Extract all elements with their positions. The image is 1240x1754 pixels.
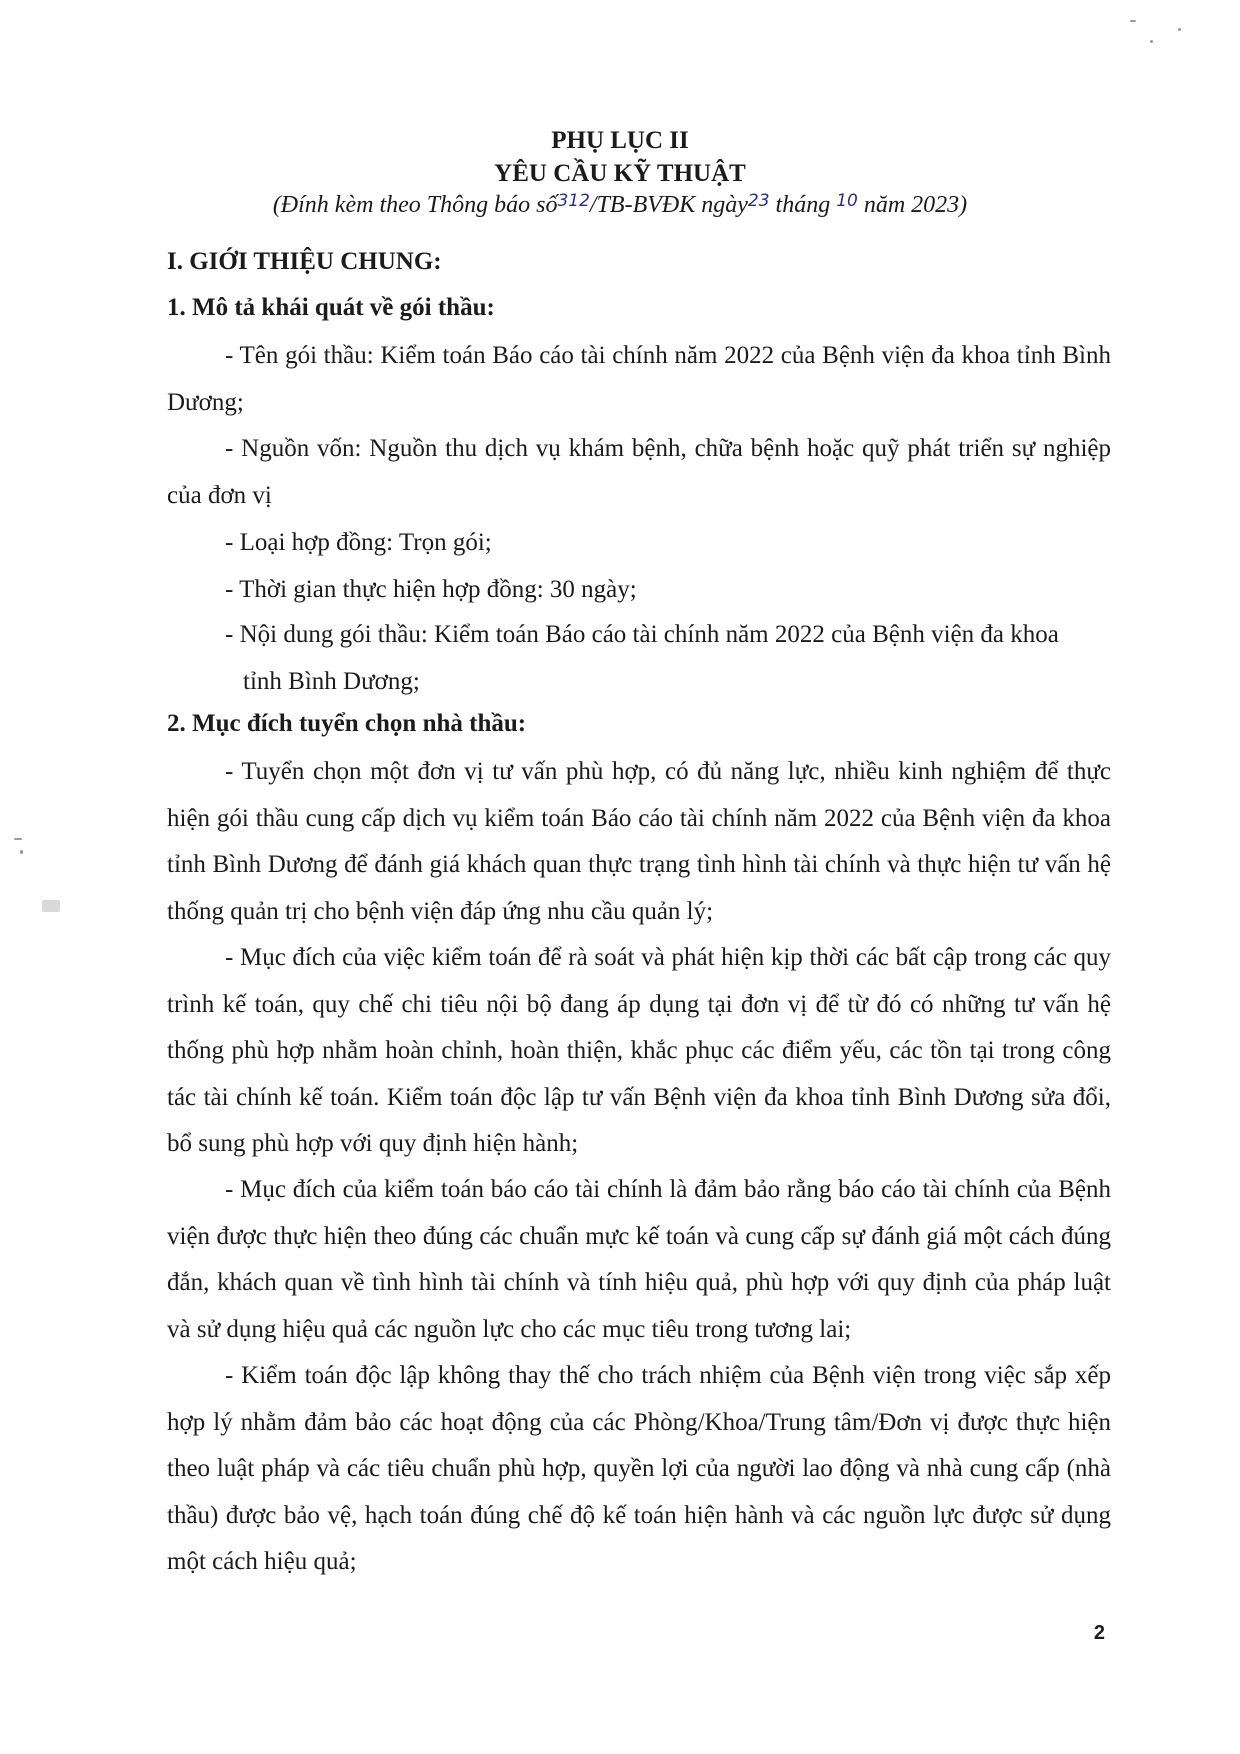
overview-item-package-name: - Tên gói thầu: Kiểm toán Báo cáo tài chính năm 2022 của Bệnh viện đa khoa tỉnh Bình Dương;: [167, 342, 1111, 416]
subsection-heading-purpose: 2. Mục đích tuyển chọn nhà thầu:: [167, 710, 527, 737]
scan-speck: [42, 900, 60, 912]
section-heading-general: I. GIỚI THIỆU CHUNG:: [167, 248, 442, 275]
attachment-mid-2: tháng: [769, 192, 837, 218]
purpose-item-financial-audit: - Mục đích của kiểm toán báo cáo tài chính là đảm bảo rằng báo cáo tài chính của Bệnh viện được thực hiện theo đúng các chuẩn mực kế toán và cung cấp sự đánh giá một cách đúng đắn, khách quan về tình hình tài chính và tính hiệu quả, phù hợp với quy định của pháp luật và sử dụng hiệu quả các nguồn lực cho các mục tiêu trong tương lai;: [167, 1176, 1111, 1343]
attachment-reference: [0, 192, 1240, 219]
overview-item-contract-type: - Loại hợp đồng: Trọn gói;: [225, 529, 492, 556]
subsection-heading-overview: 1. Mô tả khái quát về gói thầu:: [167, 294, 495, 321]
handwritten-number: 312: [557, 191, 590, 211]
attachment-suffix: năm 2023): [857, 192, 968, 218]
page-number: 2: [1093, 1622, 1105, 1644]
handwritten-month: 10: [836, 191, 858, 211]
purpose-item-selection: - Tuyển chọn một đơn vị tư vấn phù hợp, có đủ năng lực, nhiều kinh nghiệm để thực hiện gói thầu cung cấp dịch vụ kiểm toán Báo cáo tài chính năm 2022 của Bệnh viện đa khoa tỉnh Bình Dương để đánh giá khách quan thực trạng tình hình tài chính và thực hiện tư vấn hệ thống quản trị cho bệnh viện đáp ứng nhu cầu quản lý;: [167, 758, 1111, 925]
appendix-subtitle: YÊU CẦU KỸ THUẬT: [494, 160, 746, 187]
scan-speck: [1150, 40, 1153, 43]
overview-item-duration: - Thời gian thực hiện hợp đồng: 30 ngày;: [225, 576, 637, 603]
overview-item-content-line1: - Nội dung gói thầu: Kiểm toán Báo cáo tài chính năm 2022 của Bệnh viện đa khoa: [225, 621, 1059, 648]
overview-item-content-line2: tỉnh Bình Dương;: [243, 667, 420, 695]
purpose-item-independent-audit: - Kiểm toán độc lập không thay thế cho trách nhiệm của Bệnh viện trong việc sắp xếp hợp lý nhằm đảm bảo các hoạt động của các Phòng/Khoa/Trung tâm/Đơn vị được thực hiện theo luật pháp và các tiêu chuẩn phù hợp, quyền lợi của người lao động và nhà cung cấp (nhà thầu) được bảo vệ, hạch toán đúng chế độ kế toán hiện hành và các nguồn lực được sử dụng một cách hiệu quả;: [167, 1362, 1111, 1575]
attachment-prefix: (Đính kèm theo Thông báo số: [272, 192, 558, 218]
attachment-mid-1: /TB-BVĐK ngày: [589, 192, 748, 218]
scan-speck: [1130, 20, 1136, 22]
purpose-item-audit-review: - Mục đích của việc kiểm toán để rà soát và phát hiện kịp thời các bất cập trong các quy trình kế toán, quy chế chi tiêu nội bộ đang áp dụng tại đơn vị để từ đó có những tư vấn hệ thống phù hợp nhằm hoàn chỉnh, hoàn thiện, khắc phục các điểm yếu, các tồn tại trong công tác tài chính kế toán. Kiểm toán độc lập tư vấn Bệnh viện đa khoa tỉnh Bình Dương sửa đổi, bổ sung phù hợp với quy định hiện hành;: [167, 944, 1111, 1157]
scan-speck: [14, 838, 22, 840]
handwritten-day: 23: [747, 191, 770, 211]
overview-item-content: [225, 612, 1105, 705]
scan-speck: [1178, 28, 1181, 31]
scan-speck: [20, 850, 23, 854]
overview-item-funding: - Nguồn vốn: Nguồn thu dịch vụ khám bệnh, chữa bệnh hoặc quỹ phát triển sự nghiệp của đơn vị: [167, 435, 1111, 509]
appendix-title: PHỤ LỤC II: [551, 127, 689, 154]
